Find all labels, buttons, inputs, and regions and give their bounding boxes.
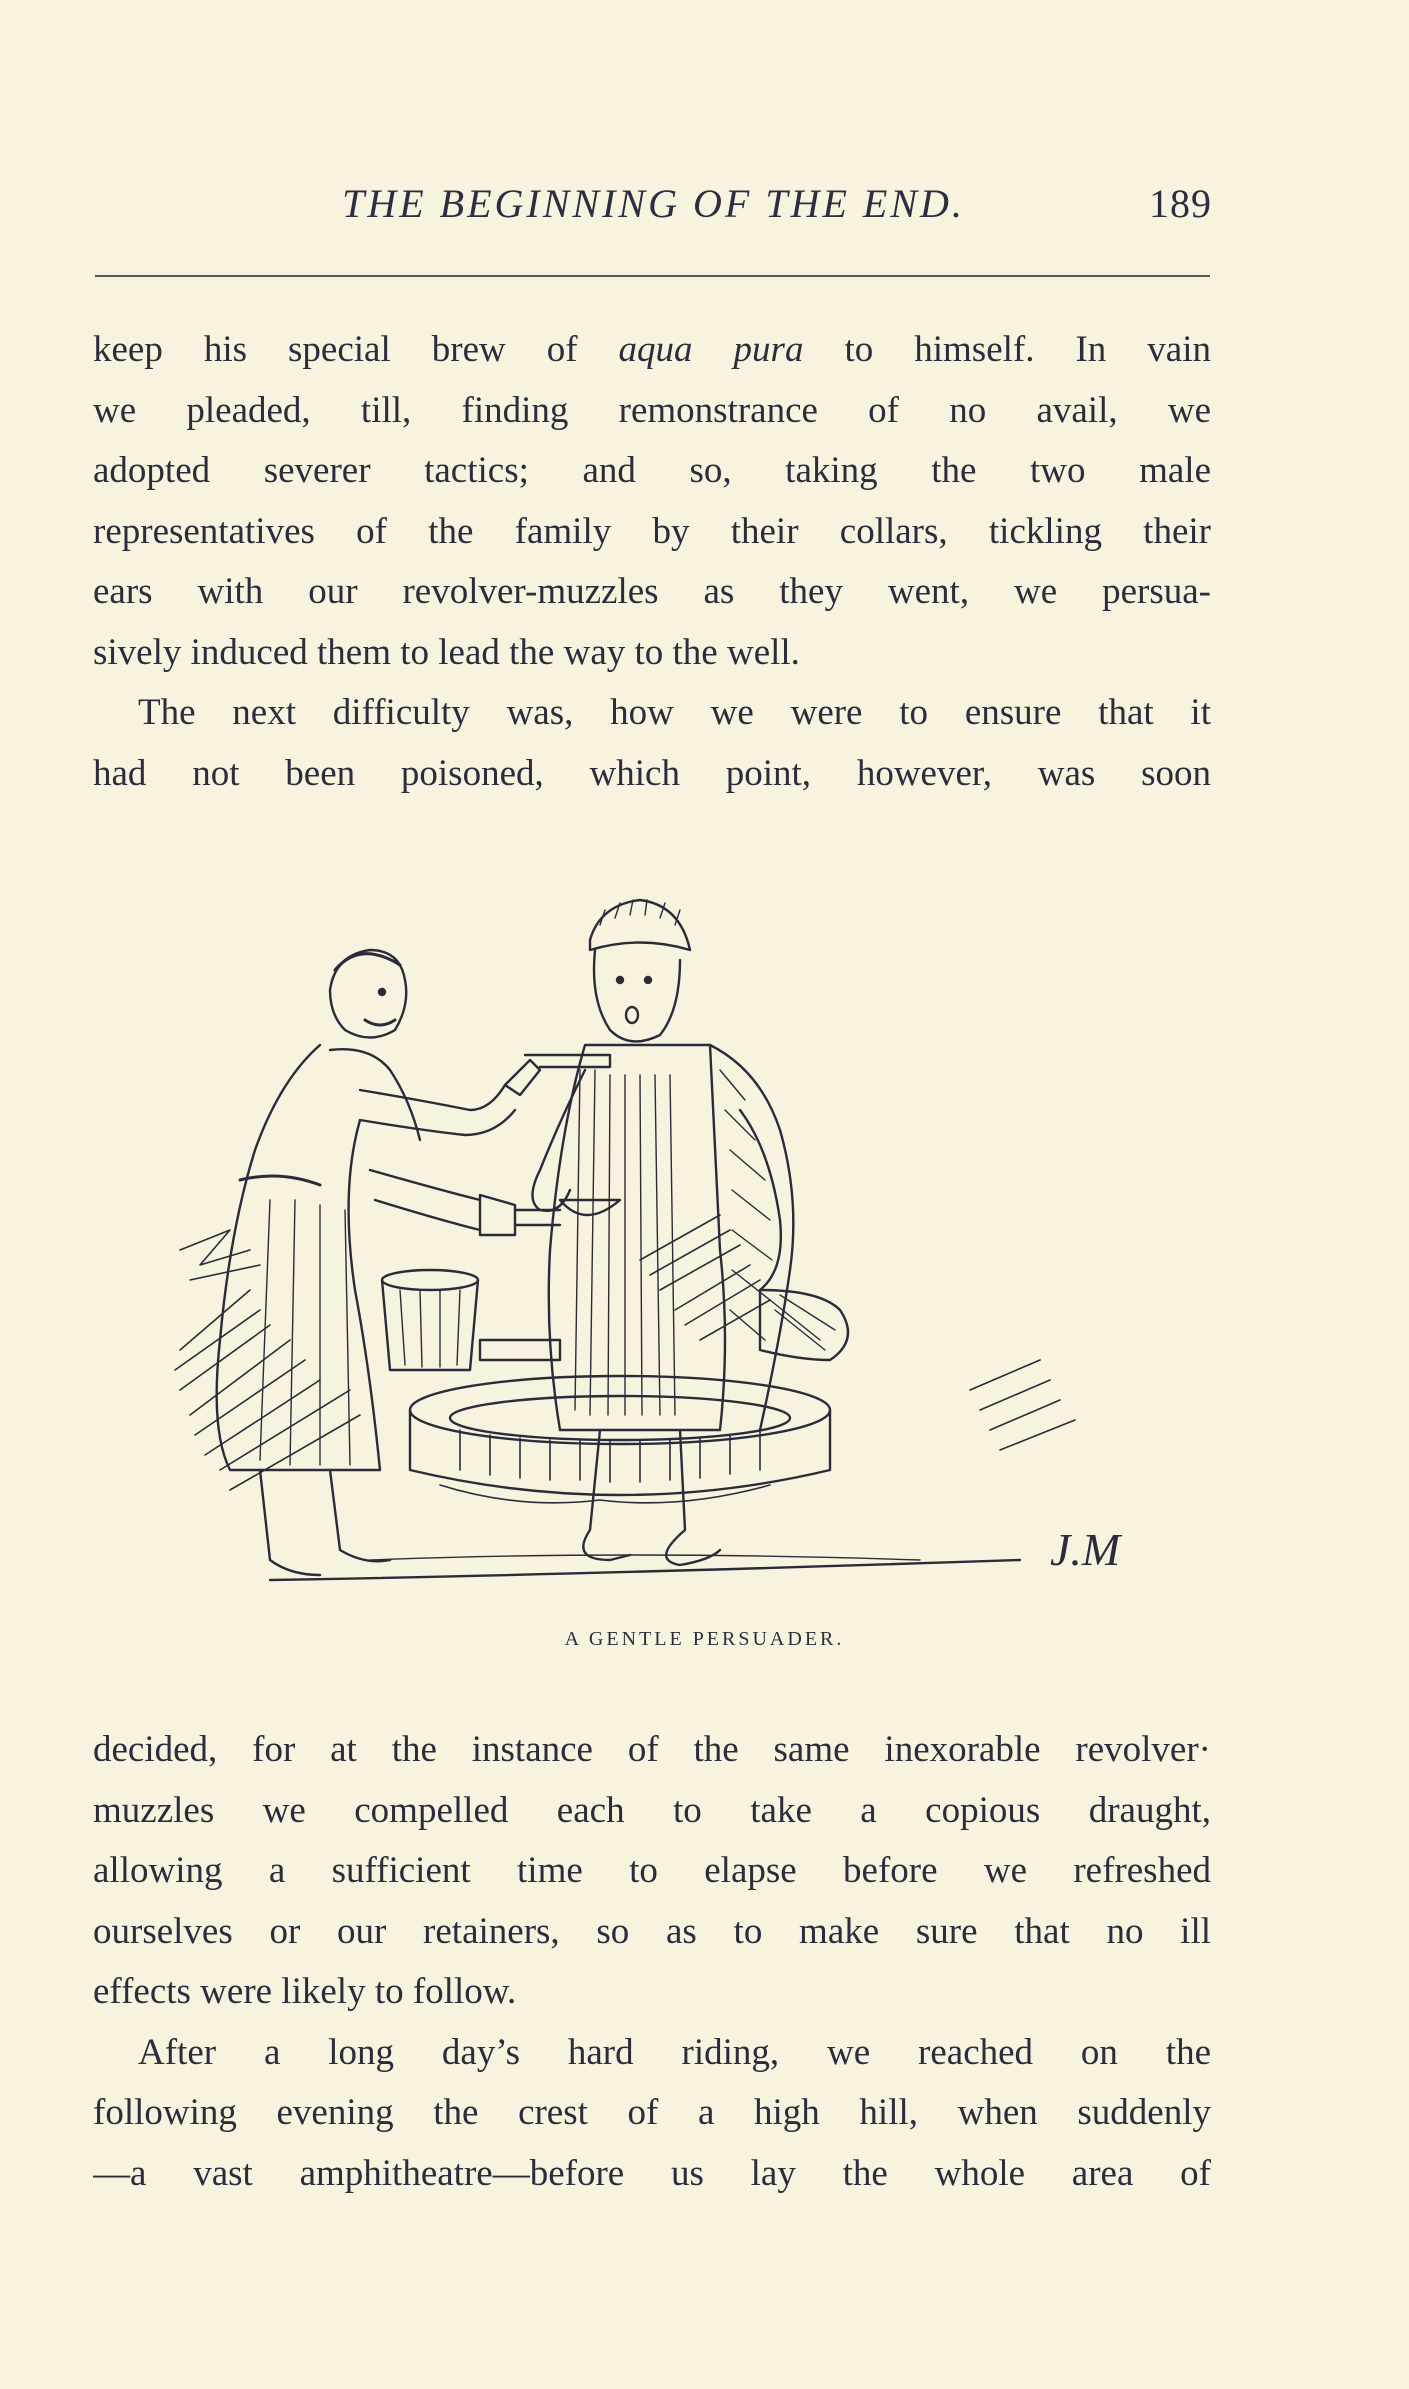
text-line: following evening the crest of a high hill, when suddenly	[93, 2092, 1211, 2133]
page-number: 189	[1149, 181, 1212, 226]
running-head	[95, 180, 1212, 240]
running-title: THE BEGINNING OF THE END.	[342, 181, 965, 226]
illustration-caption: A GENTLE PERSUADER.	[564, 1628, 845, 1650]
illustration-gentle-persuader	[120, 870, 1180, 1610]
text-line: decided, for at the instance of the same inexorable revolver·	[93, 1729, 1211, 1770]
text-line: sively induced them to lead the way to the well.	[93, 631, 800, 673]
artist-signature: J.M	[1050, 1524, 1121, 1575]
text-line: had not been poisoned, which point, however, was soon	[93, 752, 1211, 794]
text-line: representatives of the family by their collars, tickling their	[93, 510, 1211, 552]
text-line: adopted severer tactics; and so, taking the two male	[93, 450, 1211, 491]
text-line: The next difficulty was, how we were to ensure that it	[138, 692, 1211, 733]
text-line: muzzles we compelled each to take a copious draught,	[93, 1789, 1211, 1831]
text-line: we pleaded, till, finding remonstrance of no avail, we	[93, 389, 1211, 431]
text-block-bottom	[93, 1720, 1211, 2204]
text-line: ears with our revolver-muzzles as they went, we persua-	[93, 571, 1211, 612]
header-rule	[95, 275, 1210, 277]
text-line: allowing a sufficient time to elapse before we refreshed	[93, 1850, 1211, 1891]
text-block-top	[93, 320, 1211, 804]
figure-left-man	[217, 950, 620, 1575]
bucket	[382, 1270, 560, 1370]
ground-line	[270, 1560, 1020, 1580]
text-line: —a vast amphitheatre—before us lay the whole area of	[93, 2152, 1211, 2194]
text-line: ourselves or our retainers, so as to make sure that no ill	[93, 1910, 1211, 1952]
text-line: After a long day’s hard riding, we reached on the	[138, 2031, 1211, 2073]
text-line: keep his special brew of aqua pura to himself. In vain	[93, 329, 1211, 370]
text-line: effects were likely to follow.	[93, 1971, 517, 2012]
